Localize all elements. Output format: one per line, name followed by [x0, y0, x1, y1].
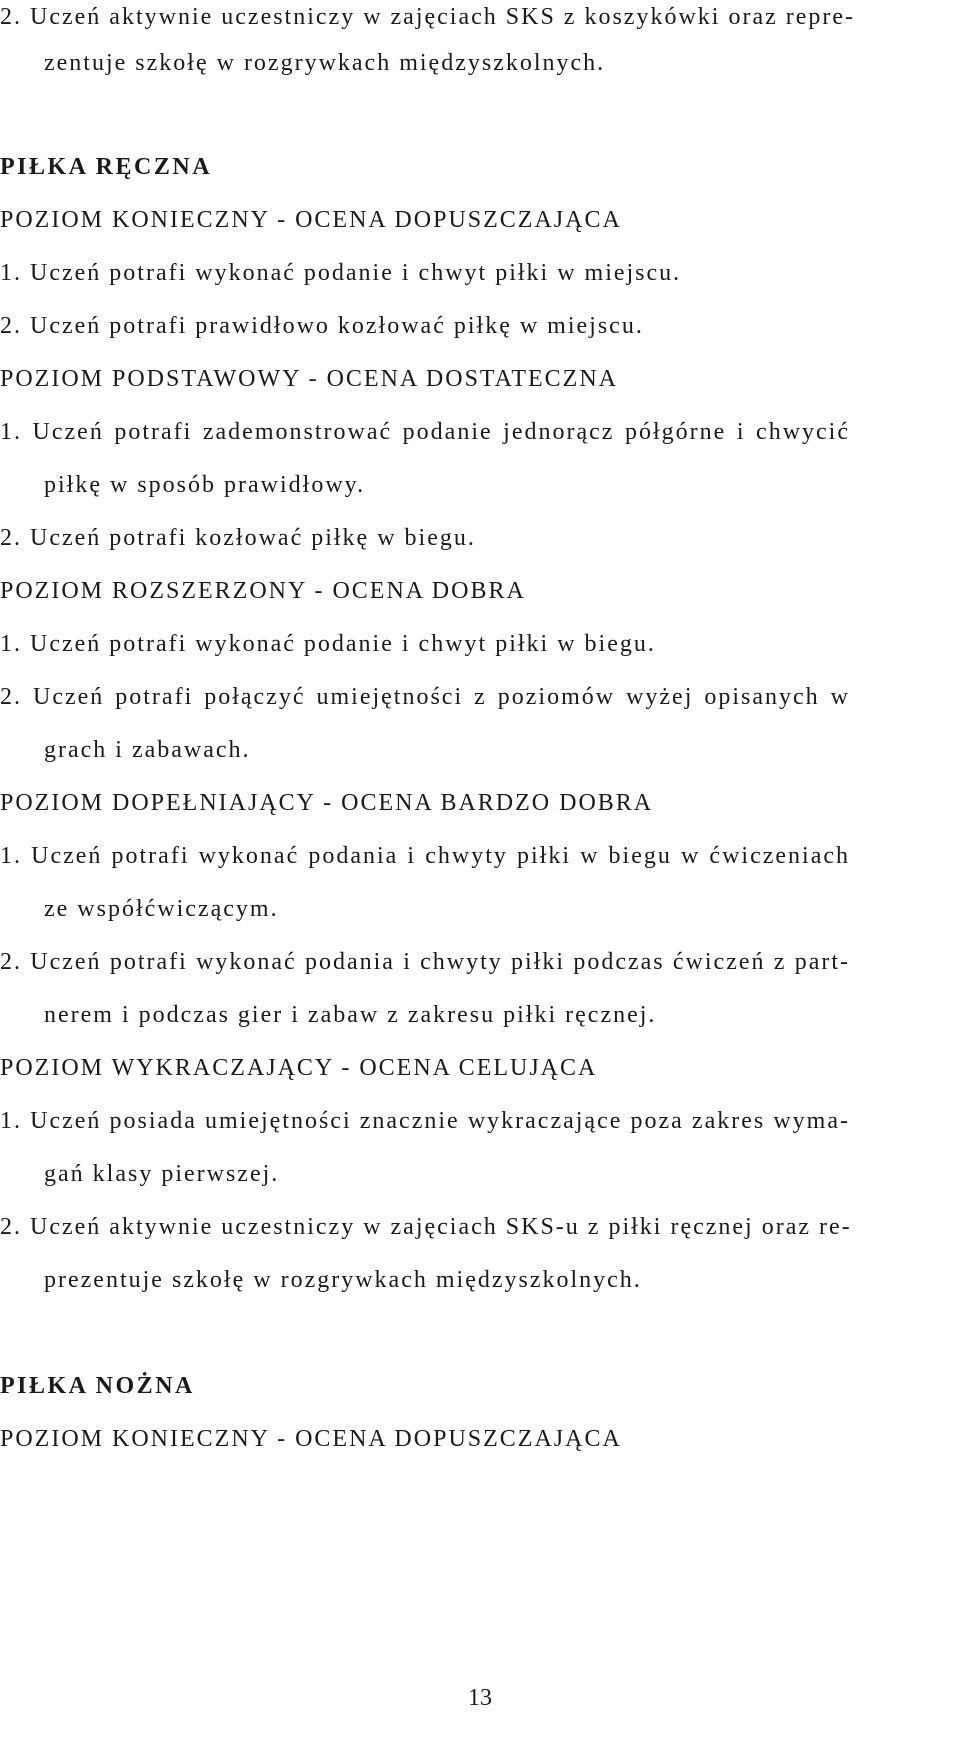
list-item-text: 1. Uczeń potrafi wykonać podanie i chwyt piłki w biegu.: [0, 631, 656, 657]
level-heading: POZIOM ROZSZERZONY - OCENA DOBRA: [0, 578, 526, 604]
level-heading: POZIOM DOPEŁNIAJĄCY - OCENA BARDZO DOBRA: [0, 790, 654, 816]
list-item-text: 2. Uczeń potrafi kozłować piłkę w biegu.: [0, 525, 476, 551]
list-item-text: 2. Uczeń potrafi wykonać podania i chwyty piłki podczas ćwiczeń z part-: [0, 949, 850, 975]
list-item-continuation: gań klasy pierwszej.: [44, 1161, 280, 1187]
level-heading: POZIOM PODSTAWOWY - OCENA DOSTATECZNA: [0, 366, 618, 392]
list-item-text: 2. Uczeń potrafi prawidłowo kozłować piłkę w miejscu.: [0, 313, 644, 339]
list-item-text: 2. Uczeń aktywnie uczestniczy w zajęciach SKS z koszykówki oraz repre-: [0, 4, 856, 30]
list-item-text: 1. Uczeń potrafi zademonstrować podanie jednorącz półgórne i chwycić: [0, 419, 850, 445]
list-item-text: 2. Uczeń aktywnie uczestniczy w zajęciach SKS-u z piłki ręcznej oraz re-: [0, 1214, 852, 1240]
section-heading: PIŁKA NOŻNA: [0, 1373, 195, 1399]
level-heading: POZIOM KONIECZNY - OCENA DOPUSZCZAJĄCA: [0, 207, 622, 233]
page-number: 13: [468, 1685, 492, 1711]
list-item-text: 1. Uczeń potrafi wykonać podanie i chwyt piłki w miejscu.: [0, 260, 682, 286]
list-item-text: 1. Uczeń potrafi wykonać podania i chwyty piłki w biegu w ćwiczeniach: [0, 843, 850, 869]
list-item-text: 1. Uczeń posiada umiejętności znacznie wykraczające poza zakres wyma-: [0, 1108, 850, 1134]
list-item-continuation: prezentuje szkołę w rozgrywkach międzyszkolnych.: [44, 1267, 642, 1293]
level-heading: POZIOM WYKRACZAJĄCY - OCENA CELUJĄCA: [0, 1055, 598, 1081]
section-heading: PIŁKA RĘCZNA: [0, 154, 213, 180]
level-heading: POZIOM KONIECZNY - OCENA DOPUSZCZAJĄCA: [0, 1426, 622, 1452]
list-item-continuation: nerem i podczas gier i zabaw z zakresu piłki ręcznej.: [44, 1002, 657, 1028]
list-item-continuation: piłkę w sposób prawidłowy.: [44, 472, 366, 498]
list-item-continuation: zentuje szkołę w rozgrywkach międzyszkolnych.: [44, 50, 606, 76]
list-item-continuation: grach i zabawach.: [44, 737, 251, 763]
list-item-continuation: ze współćwiczącym.: [44, 896, 279, 922]
list-item-text: 2. Uczeń potrafi połączyć umiejętności z poziomów wyżej opisanych w: [0, 684, 850, 710]
